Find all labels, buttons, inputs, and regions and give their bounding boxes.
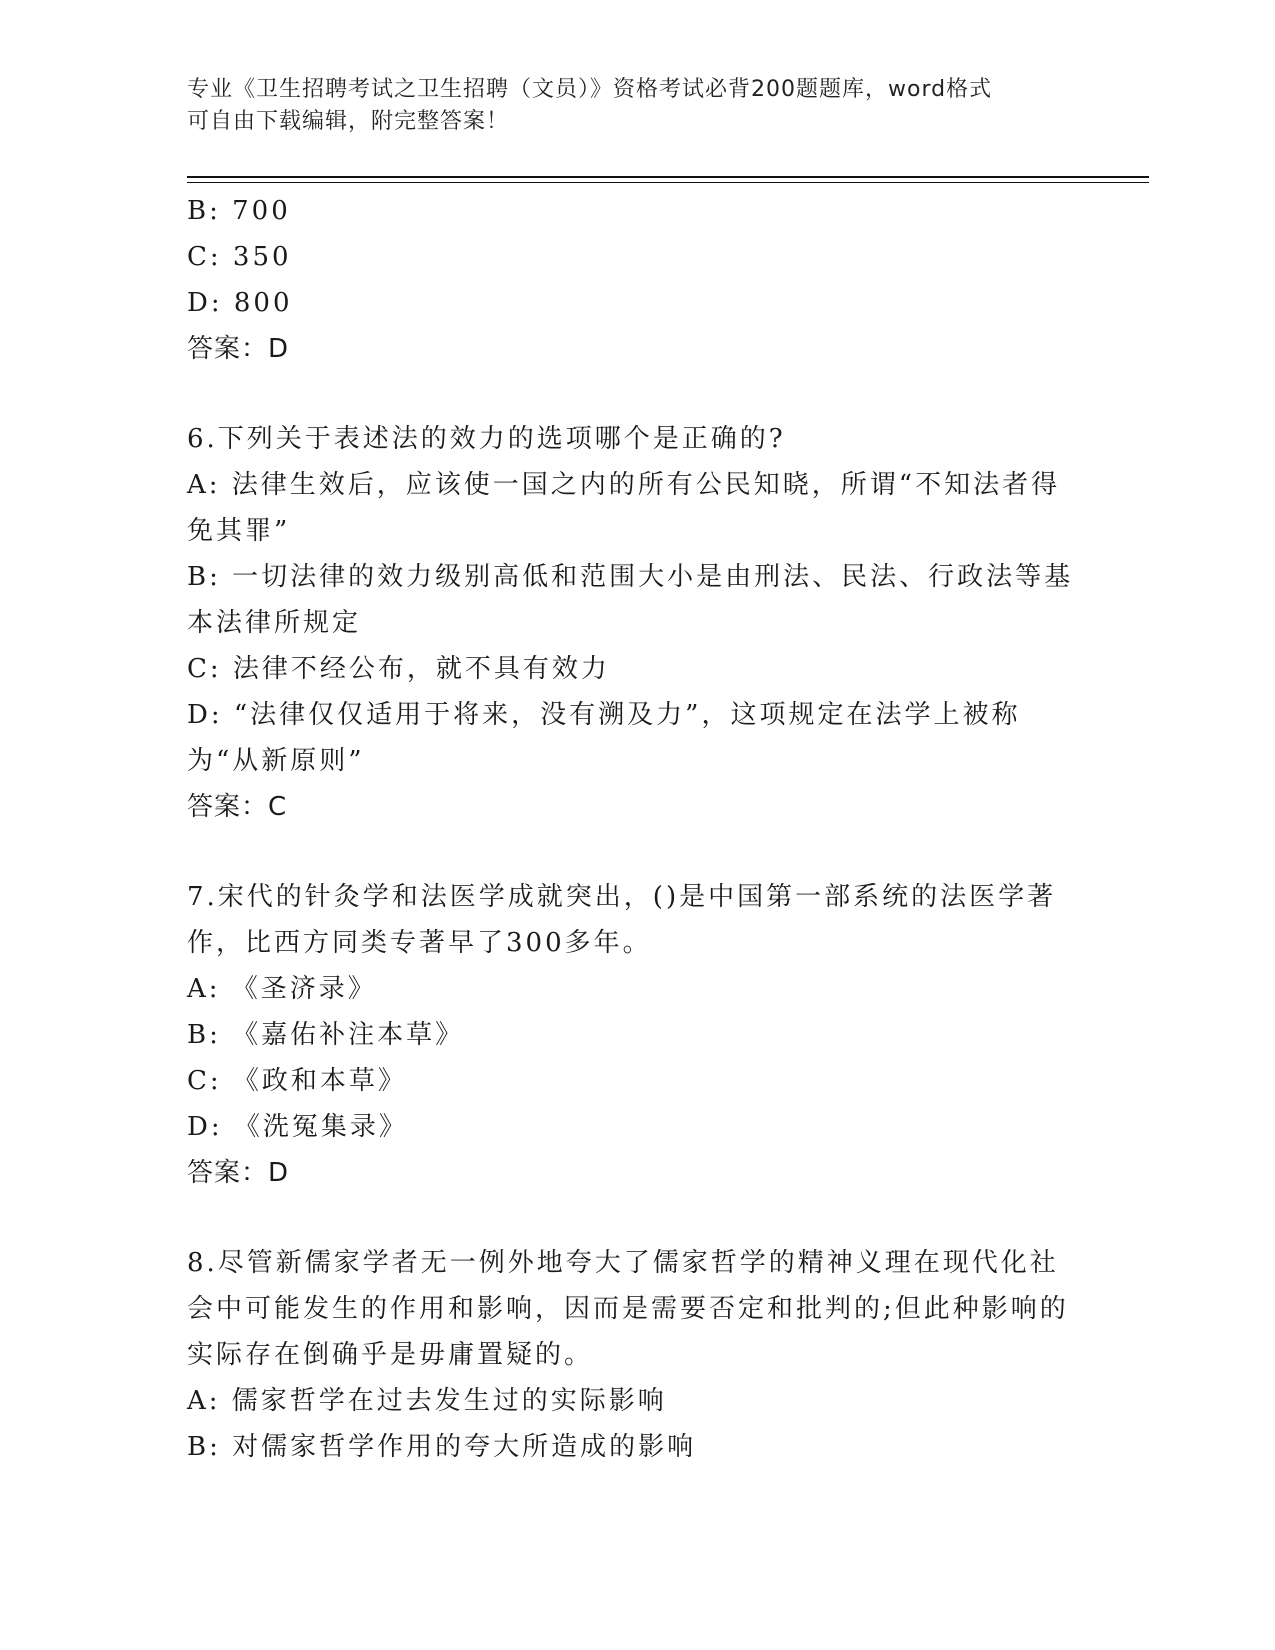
question-7 <box>187 874 1077 1196</box>
question-6-option-a: A: 法律生效后，应该使一国之内的所有公民知晓，所谓“不知法者得免其罪” <box>187 470 1061 546</box>
question-5-option-b: B: 700 <box>187 196 291 226</box>
question-5-option-c: C: 350 <box>187 242 292 272</box>
question-7-answer: 答案：D <box>187 1158 290 1188</box>
question-6-option-c: C: 法律不经公布，就不具有效力 <box>187 654 610 684</box>
question-7-option-b: B: 《嘉佑补注本草》 <box>187 1020 465 1050</box>
question-8-option-b: B: 对儒家哲学作用的夸大所造成的影响 <box>187 1432 697 1462</box>
question-6-option-b: B: 一切法律的效力级别高低和范围大小是由刑法、民法、行政法等基本法律所规定 <box>187 562 1074 638</box>
question-5-continued <box>187 188 1077 372</box>
header-line-1: 专业《卫生招聘考试之卫生招聘（文员）》资格考试必背200题题库，word格式 <box>187 77 993 102</box>
question-6-answer: 答案：C <box>187 792 288 822</box>
question-7-option-c: C: 《政和本草》 <box>187 1066 407 1096</box>
header-rule-thin <box>187 182 1149 183</box>
header-rule-thick <box>187 176 1149 178</box>
question-6-option-d: D: “法律仅仅适用于将来，没有溯及力”，这项规定在法学上被称为“从新原则” <box>187 700 1021 776</box>
question-7-option-d: D: 《洗冤集录》 <box>187 1112 408 1142</box>
question-6 <box>187 416 1077 830</box>
question-8-option-a: A: 儒家哲学在过去发生过的实际影响 <box>187 1386 667 1416</box>
header-line-2: 可自由下载编辑，附完整答案！ <box>187 109 510 134</box>
document-header <box>187 74 1067 138</box>
question-8 <box>187 1240 1077 1470</box>
question-6-stem: 6.下列关于表述法的效力的选项哪个是正确的? <box>187 424 786 454</box>
question-7-stem: 7.宋代的针灸学和法医学成就突出，()是中国第一部系统的法医学著作，比西方同类专著早了300多年。 <box>187 882 1057 958</box>
question-5-option-d: D: 800 <box>187 288 293 318</box>
question-5-answer: 答案：D <box>187 334 290 364</box>
question-7-option-a: A: 《圣济录》 <box>187 974 377 1004</box>
question-8-stem: 8.尽管新儒家学者无一例外地夸大了儒家哲学的精神义理在现代化社会中可能发生的作用和影响，因而是需要否定和批判的;但此种影响的实际存在倒确乎是毋庸置疑的。 <box>187 1248 1069 1370</box>
question-list <box>187 188 1077 1470</box>
